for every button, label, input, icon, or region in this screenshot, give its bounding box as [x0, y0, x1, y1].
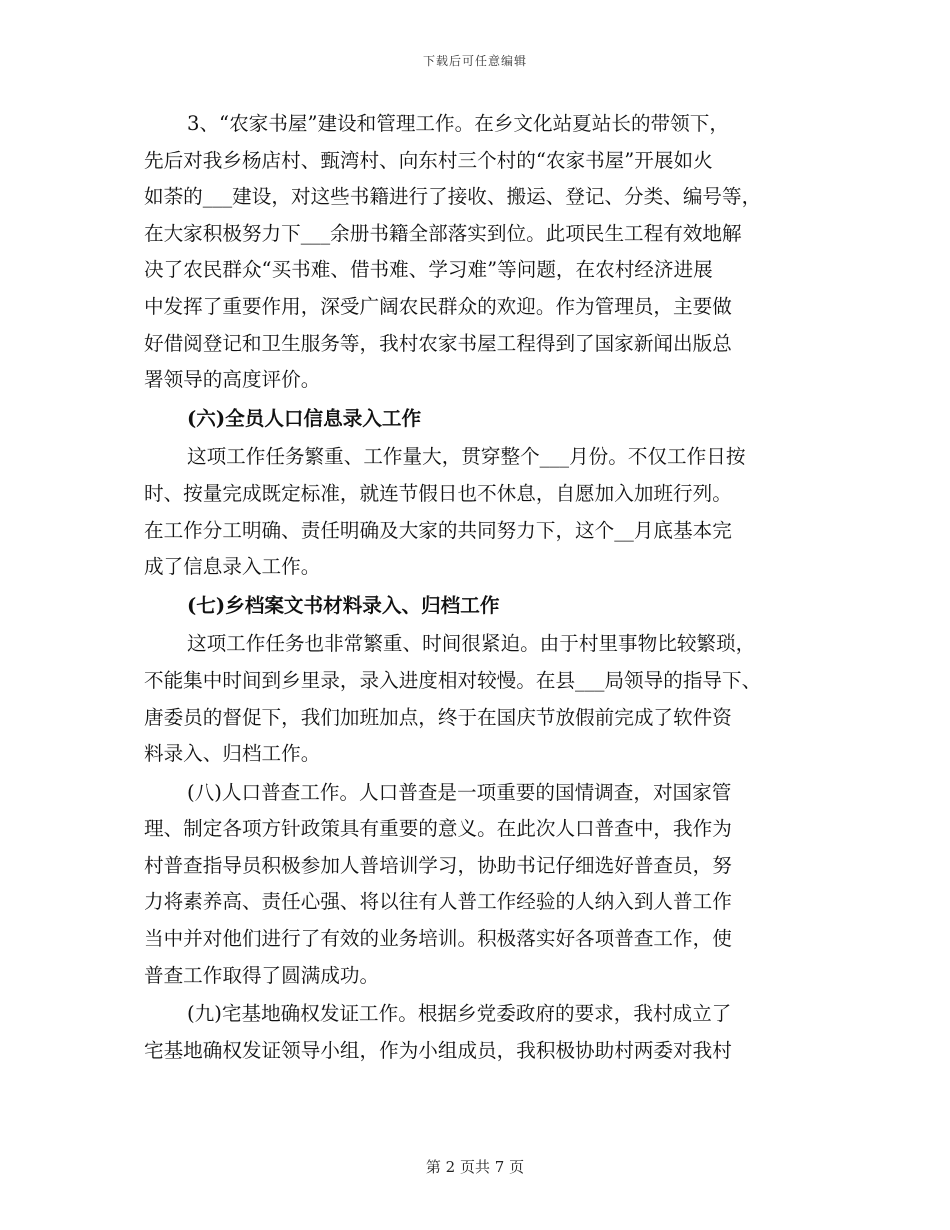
text-line: 当中并对他们进行了有效的业务培训。积极落实好各项普查工作，使	[144, 927, 732, 951]
text-line: (九)宅基地确权发证工作。根据乡党委政府的要求，我村成立了	[187, 1002, 732, 1026]
section-heading-six	[144, 401, 816, 438]
text-line: 时、按量完成既定标准，就连节假日也不休息，自愿加入加班行列。	[144, 481, 732, 505]
text-line: (八)人口普查工作。人口普查是一项重要的国情调查，对国家管	[187, 780, 732, 804]
paragraph-archive-entry	[144, 626, 816, 772]
paragraph-homestead	[144, 996, 816, 1069]
text-line: 这项工作任务繁重、工作量大，贯穿整个___月份。不仅工作日按	[187, 445, 746, 469]
text-line: 决了农民群众“买书难、借书难、学习难”等问题，在农村经济进展	[144, 258, 713, 282]
text-line: 如荼的___建设，对这些书籍进行了接收、搬运、登记、分类、编号等，	[144, 185, 762, 209]
text-line: 普查工作取得了圆满成功。	[144, 963, 380, 987]
text-line: 中发挥了重要作用，深受广阔农民群众的欢迎。作为管理员，主要做	[144, 294, 732, 318]
page-footer: 第 2 页共 7 页	[425, 1158, 525, 1176]
text-line: 不能集中时间到乡里录，录入进度相对较慢。在县___局领导的指导下、	[144, 668, 762, 692]
text-line: 这项工作任务也非常繁重、时间很紧迫。由于村里事物比较繁琐，	[187, 632, 756, 656]
text-line: 村普查指导员积极参加人普培训学习，协助书记仔细选好普查员，努	[144, 853, 732, 877]
heading-line: (七)乡档案文书材料录入、归档工作	[187, 593, 500, 617]
paragraph-census	[144, 775, 816, 995]
text-line: 3、“农家书屋”建设和管理工作。在乡文化站夏站长的带领下，	[187, 112, 729, 135]
page-header: 下载后可任意编辑	[422, 54, 527, 68]
text-line: 在工作分工明确、责任明确及大家的共同努力下，这个__月底基本完	[144, 518, 732, 542]
heading-line: (六)全员人口信息录入工作	[187, 406, 422, 430]
text-line: 力将素养高、责任心强、将以往有人普工作经验的人纳入到人普工作	[144, 890, 732, 914]
text-line: 料录入、归档工作。	[144, 742, 321, 766]
section-heading-seven	[144, 588, 816, 625]
text-line: 在大家积极努力下___余册书籍全部落实到位。此项民生工程有效地解	[144, 221, 742, 245]
text-line: 好借阅登记和卫生服务等，我村农家书屋工程得到了国家新闻出版总	[144, 331, 732, 355]
text-line: 唐委员的督促下，我们加班加点，终于在国庆节放假前完成了软件资	[144, 705, 732, 729]
text-line: 成了信息录入工作。	[144, 555, 321, 579]
document-body	[144, 106, 816, 1071]
text-line: 署领导的高度评价。	[144, 368, 321, 392]
paragraph-population-info	[144, 439, 816, 585]
paragraph-farm-library	[144, 106, 816, 399]
text-line: 宅基地确权发证领导小组，作为小组成员，我积极协助村两委对我村	[144, 1038, 732, 1062]
text-line: 理、制定各项方针政策具有重要的意义。在此次人口普查中，我作为	[144, 817, 732, 841]
text-line: 先后对我乡杨店村、甄湾村、向东村三个村的“农家书屋”开展如火	[144, 148, 713, 172]
